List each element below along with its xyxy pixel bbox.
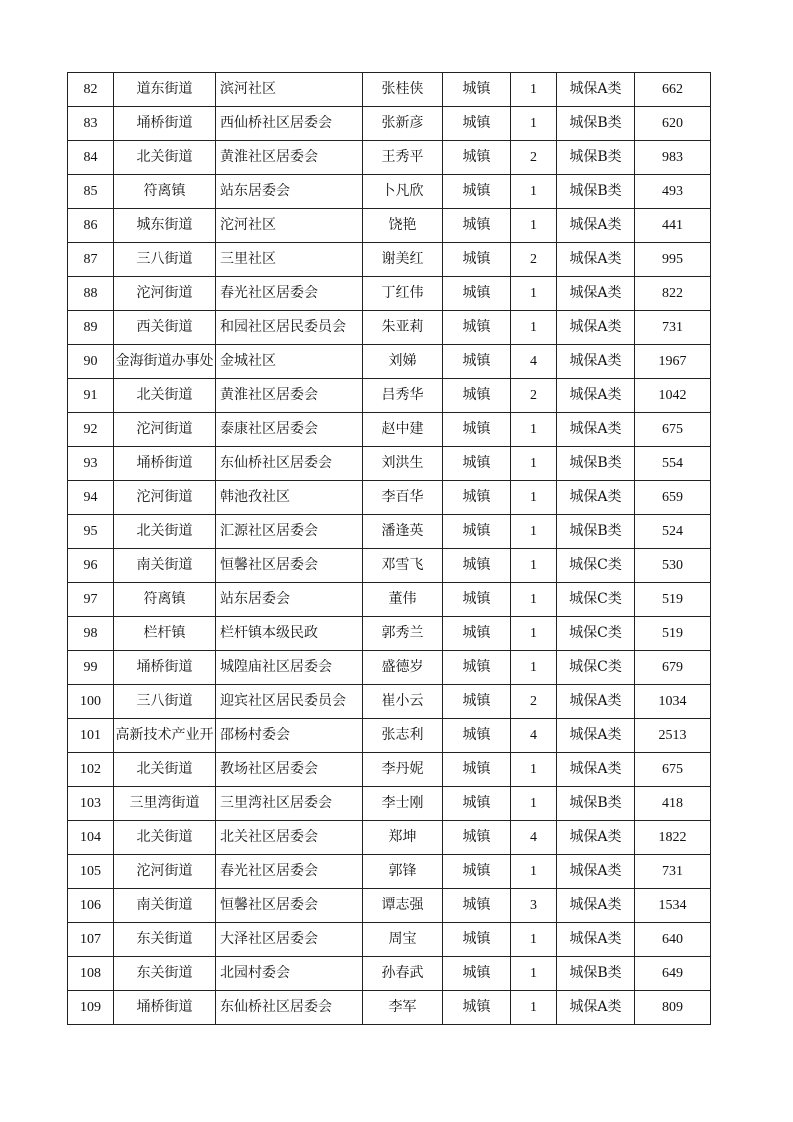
table-row bbox=[68, 685, 711, 719]
community-cell: 三里社区 bbox=[216, 243, 363, 277]
community-cell: 春光社区居委会 bbox=[216, 855, 363, 889]
street-cell: 栏杆镇 bbox=[114, 617, 216, 651]
area-cell: 城镇 bbox=[443, 991, 511, 1025]
household-count-cell: 1 bbox=[511, 787, 557, 821]
category-cell: 城保A类 bbox=[557, 379, 635, 413]
table-row bbox=[68, 753, 711, 787]
household-count-cell: 2 bbox=[511, 379, 557, 413]
amount-cell: 649 bbox=[635, 957, 711, 991]
community-cell: 北关社区居委会 bbox=[216, 821, 363, 855]
category-cell: 城保A类 bbox=[557, 889, 635, 923]
row-number: 89 bbox=[68, 311, 114, 345]
household-count-cell: 1 bbox=[511, 583, 557, 617]
category-cell: 城保A类 bbox=[557, 243, 635, 277]
household-count-cell: 2 bbox=[511, 685, 557, 719]
community-cell: 西仙桥社区居委会 bbox=[216, 107, 363, 141]
name-cell: 谭志强 bbox=[363, 889, 443, 923]
amount-cell: 1534 bbox=[635, 889, 711, 923]
name-cell: 朱亚莉 bbox=[363, 311, 443, 345]
household-count-cell: 2 bbox=[511, 243, 557, 277]
street-cell: 东关街道 bbox=[114, 923, 216, 957]
amount-cell: 554 bbox=[635, 447, 711, 481]
street-cell: 埇桥街道 bbox=[114, 447, 216, 481]
household-count-cell: 1 bbox=[511, 311, 557, 345]
amount-cell: 675 bbox=[635, 413, 711, 447]
amount-cell: 1822 bbox=[635, 821, 711, 855]
amount-cell: 418 bbox=[635, 787, 711, 821]
amount-cell: 675 bbox=[635, 753, 711, 787]
community-cell: 城隍庙社区居委会 bbox=[216, 651, 363, 685]
name-cell: 刘洪生 bbox=[363, 447, 443, 481]
table-row bbox=[68, 481, 711, 515]
household-count-cell: 1 bbox=[511, 209, 557, 243]
community-cell: 春光社区居委会 bbox=[216, 277, 363, 311]
area-cell: 城镇 bbox=[443, 685, 511, 719]
community-cell: 三里湾社区居委会 bbox=[216, 787, 363, 821]
amount-cell: 731 bbox=[635, 311, 711, 345]
household-count-cell: 1 bbox=[511, 651, 557, 685]
community-cell: 沱河社区 bbox=[216, 209, 363, 243]
table-row bbox=[68, 549, 711, 583]
street-cell: 北关街道 bbox=[114, 379, 216, 413]
row-number: 87 bbox=[68, 243, 114, 277]
area-cell: 城镇 bbox=[443, 821, 511, 855]
roster-body bbox=[68, 73, 711, 1025]
table-row bbox=[68, 277, 711, 311]
area-cell: 城镇 bbox=[443, 73, 511, 107]
community-cell: 汇源社区居委会 bbox=[216, 515, 363, 549]
category-cell: 城保A类 bbox=[557, 277, 635, 311]
household-count-cell: 2 bbox=[511, 141, 557, 175]
amount-cell: 2513 bbox=[635, 719, 711, 753]
table-row bbox=[68, 991, 711, 1025]
area-cell: 城镇 bbox=[443, 209, 511, 243]
row-number: 83 bbox=[68, 107, 114, 141]
street-cell: 高新技术产业开 bbox=[114, 719, 216, 753]
row-number: 85 bbox=[68, 175, 114, 209]
amount-cell: 662 bbox=[635, 73, 711, 107]
table-row bbox=[68, 719, 711, 753]
area-cell: 城镇 bbox=[443, 141, 511, 175]
roster-table bbox=[67, 72, 711, 1025]
row-number: 84 bbox=[68, 141, 114, 175]
area-cell: 城镇 bbox=[443, 855, 511, 889]
area-cell: 城镇 bbox=[443, 889, 511, 923]
name-cell: 盛德岁 bbox=[363, 651, 443, 685]
name-cell: 张新彦 bbox=[363, 107, 443, 141]
row-number: 86 bbox=[68, 209, 114, 243]
area-cell: 城镇 bbox=[443, 583, 511, 617]
street-cell: 北关街道 bbox=[114, 753, 216, 787]
street-cell: 西关街道 bbox=[114, 311, 216, 345]
name-cell: 周宝 bbox=[363, 923, 443, 957]
category-cell: 城保A类 bbox=[557, 481, 635, 515]
area-cell: 城镇 bbox=[443, 787, 511, 821]
household-count-cell: 3 bbox=[511, 889, 557, 923]
name-cell: 王秀平 bbox=[363, 141, 443, 175]
amount-cell: 822 bbox=[635, 277, 711, 311]
household-count-cell: 1 bbox=[511, 549, 557, 583]
area-cell: 城镇 bbox=[443, 413, 511, 447]
table-row bbox=[68, 379, 711, 413]
category-cell: 城保A类 bbox=[557, 345, 635, 379]
row-number: 107 bbox=[68, 923, 114, 957]
row-number: 93 bbox=[68, 447, 114, 481]
table-row bbox=[68, 311, 711, 345]
table-row bbox=[68, 651, 711, 685]
household-count-cell: 4 bbox=[511, 821, 557, 855]
street-cell: 金海街道办事处 bbox=[114, 345, 216, 379]
row-number: 99 bbox=[68, 651, 114, 685]
row-number: 106 bbox=[68, 889, 114, 923]
category-cell: 城保A类 bbox=[557, 311, 635, 345]
community-cell: 韩池孜社区 bbox=[216, 481, 363, 515]
name-cell: 李士刚 bbox=[363, 787, 443, 821]
street-cell: 北关街道 bbox=[114, 821, 216, 855]
area-cell: 城镇 bbox=[443, 515, 511, 549]
area-cell: 城镇 bbox=[443, 175, 511, 209]
category-cell: 城保A类 bbox=[557, 73, 635, 107]
household-count-cell: 1 bbox=[511, 481, 557, 515]
table-row bbox=[68, 243, 711, 277]
table-row bbox=[68, 923, 711, 957]
row-number: 97 bbox=[68, 583, 114, 617]
area-cell: 城镇 bbox=[443, 957, 511, 991]
community-cell: 邵杨村委会 bbox=[216, 719, 363, 753]
area-cell: 城镇 bbox=[443, 481, 511, 515]
row-number: 82 bbox=[68, 73, 114, 107]
category-cell: 城保C类 bbox=[557, 651, 635, 685]
row-number: 95 bbox=[68, 515, 114, 549]
area-cell: 城镇 bbox=[443, 753, 511, 787]
street-cell: 沱河街道 bbox=[114, 481, 216, 515]
street-cell: 南关街道 bbox=[114, 549, 216, 583]
community-cell: 恒馨社区居委会 bbox=[216, 549, 363, 583]
area-cell: 城镇 bbox=[443, 719, 511, 753]
street-cell: 北关街道 bbox=[114, 141, 216, 175]
street-cell: 城东街道 bbox=[114, 209, 216, 243]
street-cell: 三八街道 bbox=[114, 243, 216, 277]
community-cell: 站东居委会 bbox=[216, 583, 363, 617]
row-number: 91 bbox=[68, 379, 114, 413]
community-cell: 泰康社区居委会 bbox=[216, 413, 363, 447]
amount-cell: 519 bbox=[635, 617, 711, 651]
household-count-cell: 1 bbox=[511, 413, 557, 447]
amount-cell: 493 bbox=[635, 175, 711, 209]
street-cell: 符离镇 bbox=[114, 175, 216, 209]
area-cell: 城镇 bbox=[443, 379, 511, 413]
community-cell: 金城社区 bbox=[216, 345, 363, 379]
name-cell: 潘逢英 bbox=[363, 515, 443, 549]
amount-cell: 524 bbox=[635, 515, 711, 549]
name-cell: 崔小云 bbox=[363, 685, 443, 719]
area-cell: 城镇 bbox=[443, 311, 511, 345]
household-count-cell: 4 bbox=[511, 719, 557, 753]
row-number: 90 bbox=[68, 345, 114, 379]
category-cell: 城保A类 bbox=[557, 413, 635, 447]
name-cell: 卜凡欣 bbox=[363, 175, 443, 209]
name-cell: 邓雪飞 bbox=[363, 549, 443, 583]
amount-cell: 731 bbox=[635, 855, 711, 889]
amount-cell: 519 bbox=[635, 583, 711, 617]
area-cell: 城镇 bbox=[443, 107, 511, 141]
community-cell: 迎宾社区居民委员会 bbox=[216, 685, 363, 719]
area-cell: 城镇 bbox=[443, 447, 511, 481]
amount-cell: 679 bbox=[635, 651, 711, 685]
household-count-cell: 1 bbox=[511, 991, 557, 1025]
name-cell: 孙春武 bbox=[363, 957, 443, 991]
amount-cell: 1967 bbox=[635, 345, 711, 379]
household-count-cell: 1 bbox=[511, 175, 557, 209]
table-row bbox=[68, 107, 711, 141]
household-count-cell: 1 bbox=[511, 73, 557, 107]
category-cell: 城保A类 bbox=[557, 855, 635, 889]
name-cell: 饶艳 bbox=[363, 209, 443, 243]
street-cell: 东关街道 bbox=[114, 957, 216, 991]
category-cell: 城保A类 bbox=[557, 685, 635, 719]
row-number: 88 bbox=[68, 277, 114, 311]
community-cell: 教场社区居委会 bbox=[216, 753, 363, 787]
name-cell: 刘娣 bbox=[363, 345, 443, 379]
category-cell: 城保B类 bbox=[557, 107, 635, 141]
name-cell: 李丹妮 bbox=[363, 753, 443, 787]
community-cell: 站东居委会 bbox=[216, 175, 363, 209]
community-cell: 东仙桥社区居委会 bbox=[216, 991, 363, 1025]
household-count-cell: 1 bbox=[511, 107, 557, 141]
name-cell: 张志利 bbox=[363, 719, 443, 753]
street-cell: 三里湾街道 bbox=[114, 787, 216, 821]
row-number: 109 bbox=[68, 991, 114, 1025]
row-number: 94 bbox=[68, 481, 114, 515]
category-cell: 城保B类 bbox=[557, 787, 635, 821]
area-cell: 城镇 bbox=[443, 277, 511, 311]
name-cell: 谢美红 bbox=[363, 243, 443, 277]
row-number: 101 bbox=[68, 719, 114, 753]
street-cell: 南关街道 bbox=[114, 889, 216, 923]
amount-cell: 640 bbox=[635, 923, 711, 957]
amount-cell: 809 bbox=[635, 991, 711, 1025]
community-cell: 黄淮社区居委会 bbox=[216, 141, 363, 175]
amount-cell: 441 bbox=[635, 209, 711, 243]
community-cell: 大泽社区居委会 bbox=[216, 923, 363, 957]
community-cell: 栏杆镇本级民政 bbox=[216, 617, 363, 651]
street-cell: 埇桥街道 bbox=[114, 991, 216, 1025]
household-count-cell: 1 bbox=[511, 447, 557, 481]
category-cell: 城保A类 bbox=[557, 821, 635, 855]
name-cell: 李军 bbox=[363, 991, 443, 1025]
row-number: 92 bbox=[68, 413, 114, 447]
community-cell: 东仙桥社区居委会 bbox=[216, 447, 363, 481]
category-cell: 城保A类 bbox=[557, 209, 635, 243]
table-row bbox=[68, 889, 711, 923]
street-cell: 埇桥街道 bbox=[114, 651, 216, 685]
row-number: 96 bbox=[68, 549, 114, 583]
table-row bbox=[68, 855, 711, 889]
category-cell: 城保B类 bbox=[557, 175, 635, 209]
street-cell: 沱河街道 bbox=[114, 277, 216, 311]
street-cell: 沱河街道 bbox=[114, 413, 216, 447]
area-cell: 城镇 bbox=[443, 651, 511, 685]
table-row bbox=[68, 787, 711, 821]
community-cell: 和园社区居民委员会 bbox=[216, 311, 363, 345]
name-cell: 丁红伟 bbox=[363, 277, 443, 311]
row-number: 98 bbox=[68, 617, 114, 651]
household-count-cell: 1 bbox=[511, 855, 557, 889]
table-row bbox=[68, 821, 711, 855]
row-number: 103 bbox=[68, 787, 114, 821]
category-cell: 城保B类 bbox=[557, 957, 635, 991]
street-cell: 三八街道 bbox=[114, 685, 216, 719]
table-row bbox=[68, 175, 711, 209]
table-row bbox=[68, 957, 711, 991]
name-cell: 张桂侠 bbox=[363, 73, 443, 107]
row-number: 104 bbox=[68, 821, 114, 855]
category-cell: 城保A类 bbox=[557, 991, 635, 1025]
table-row bbox=[68, 209, 711, 243]
table-row bbox=[68, 73, 711, 107]
community-cell: 黄淮社区居委会 bbox=[216, 379, 363, 413]
row-number: 100 bbox=[68, 685, 114, 719]
category-cell: 城保B类 bbox=[557, 515, 635, 549]
category-cell: 城保C类 bbox=[557, 583, 635, 617]
table-row bbox=[68, 515, 711, 549]
name-cell: 李百华 bbox=[363, 481, 443, 515]
row-number: 105 bbox=[68, 855, 114, 889]
amount-cell: 530 bbox=[635, 549, 711, 583]
household-count-cell: 1 bbox=[511, 617, 557, 651]
amount-cell: 620 bbox=[635, 107, 711, 141]
amount-cell: 659 bbox=[635, 481, 711, 515]
household-count-cell: 1 bbox=[511, 753, 557, 787]
household-count-cell: 1 bbox=[511, 957, 557, 991]
amount-cell: 1042 bbox=[635, 379, 711, 413]
household-count-cell: 1 bbox=[511, 515, 557, 549]
street-cell: 沱河街道 bbox=[114, 855, 216, 889]
category-cell: 城保A类 bbox=[557, 923, 635, 957]
table-row bbox=[68, 345, 711, 379]
street-cell: 北关街道 bbox=[114, 515, 216, 549]
area-cell: 城镇 bbox=[443, 243, 511, 277]
table-row bbox=[68, 141, 711, 175]
community-cell: 恒馨社区居委会 bbox=[216, 889, 363, 923]
street-cell: 符离镇 bbox=[114, 583, 216, 617]
area-cell: 城镇 bbox=[443, 345, 511, 379]
household-count-cell: 1 bbox=[511, 277, 557, 311]
row-number: 108 bbox=[68, 957, 114, 991]
area-cell: 城镇 bbox=[443, 923, 511, 957]
household-count-cell: 4 bbox=[511, 345, 557, 379]
street-cell: 埇桥街道 bbox=[114, 107, 216, 141]
amount-cell: 983 bbox=[635, 141, 711, 175]
table-row bbox=[68, 413, 711, 447]
category-cell: 城保C类 bbox=[557, 617, 635, 651]
name-cell: 董伟 bbox=[363, 583, 443, 617]
category-cell: 城保C类 bbox=[557, 549, 635, 583]
table-row bbox=[68, 583, 711, 617]
category-cell: 城保B类 bbox=[557, 141, 635, 175]
category-cell: 城保A类 bbox=[557, 753, 635, 787]
name-cell: 郑坤 bbox=[363, 821, 443, 855]
community-cell: 滨河社区 bbox=[216, 73, 363, 107]
area-cell: 城镇 bbox=[443, 617, 511, 651]
table-row bbox=[68, 617, 711, 651]
community-cell: 北园村委会 bbox=[216, 957, 363, 991]
category-cell: 城保A类 bbox=[557, 719, 635, 753]
name-cell: 赵中建 bbox=[363, 413, 443, 447]
amount-cell: 1034 bbox=[635, 685, 711, 719]
area-cell: 城镇 bbox=[443, 549, 511, 583]
street-cell: 道东街道 bbox=[114, 73, 216, 107]
category-cell: 城保B类 bbox=[557, 447, 635, 481]
table-row bbox=[68, 447, 711, 481]
roster-sheet bbox=[67, 72, 710, 1025]
name-cell: 郭锋 bbox=[363, 855, 443, 889]
name-cell: 郭秀兰 bbox=[363, 617, 443, 651]
amount-cell: 995 bbox=[635, 243, 711, 277]
household-count-cell: 1 bbox=[511, 923, 557, 957]
row-number: 102 bbox=[68, 753, 114, 787]
name-cell: 吕秀华 bbox=[363, 379, 443, 413]
